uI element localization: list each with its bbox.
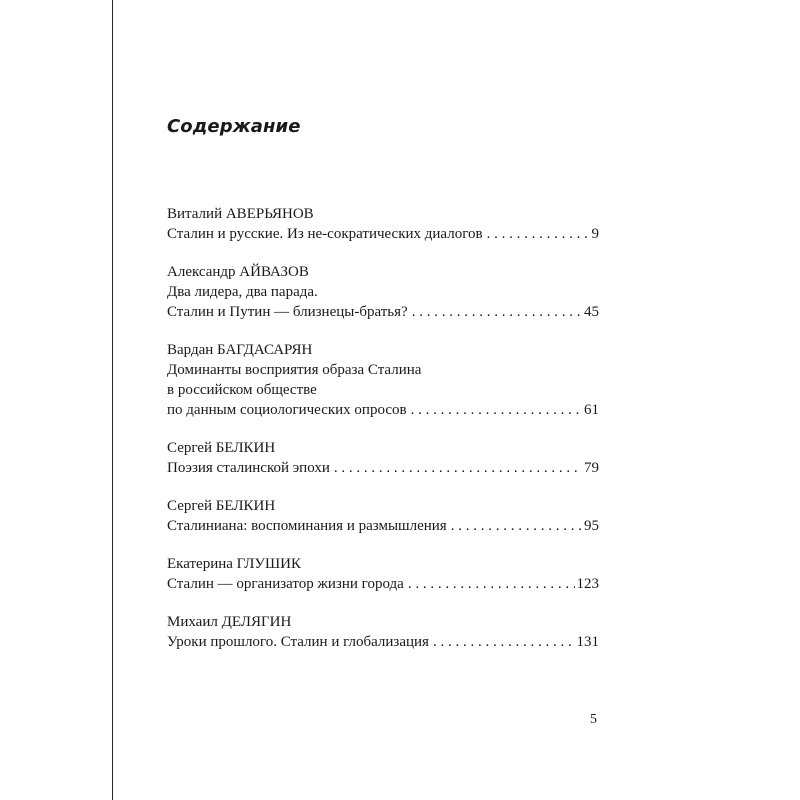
dot-leader: [451, 516, 582, 536]
toc-entry-title-line: Доминанты восприятия образа Сталина: [167, 362, 422, 378]
toc-entry-page-number: 45: [584, 304, 599, 320]
toc-entry-author: Екатерина ГЛУШИК: [167, 556, 301, 572]
toc-entry: [167, 438, 599, 478]
dot-leader: [433, 632, 575, 652]
toc-entry-title-row: [167, 400, 599, 420]
toc-entry-author: Александр АЙВАЗОВ: [167, 264, 309, 280]
toc-entry: [167, 204, 599, 244]
toc-entry-title-line: Сталин и русские. Из не-сократических диалогов: [167, 226, 483, 242]
toc-entry: [167, 554, 599, 594]
toc-entry-author: Сергей БЕЛКИН: [167, 440, 276, 456]
toc-heading: Содержание: [167, 116, 301, 137]
toc-entry-page-number: 9: [591, 226, 599, 242]
toc-entry-title-row: [167, 516, 599, 536]
toc-entry-author: Вардан БАГДАСАРЯН: [167, 342, 313, 358]
toc-entry-title-line: Сталиниана: воспоминания и размышления: [167, 518, 447, 534]
toc-entry-title-line: Уроки прошлого. Сталин и глобализация: [167, 634, 429, 650]
dot-leader: [334, 458, 582, 478]
spine-edge-line: [112, 0, 113, 800]
toc-entry-page-number: 95: [584, 518, 599, 534]
toc-entry: [167, 340, 599, 420]
toc-entry-title-row: [167, 224, 599, 244]
toc-entry-title-line: Поэзия сталинской эпохи: [167, 460, 330, 476]
toc-entry-title-row: [167, 302, 599, 322]
toc-entry-page-number: 123: [576, 576, 599, 592]
toc-entry-author: Сергей БЕЛКИН: [167, 498, 276, 514]
toc-entry-author: Виталий АВЕРЬЯНОВ: [167, 206, 314, 222]
toc-entry-page-number: 131: [576, 634, 599, 650]
dot-leader: [487, 224, 590, 244]
page-number: 5: [590, 712, 597, 727]
toc-entry-page-number: 79: [584, 460, 599, 476]
toc-entry-title-line: Сталин и Путин — близнецы-братья?: [167, 304, 408, 320]
dot-leader: [408, 574, 575, 594]
toc-entry-title-row: [167, 458, 599, 478]
toc-entry-title-row: [167, 574, 599, 594]
dot-leader: [411, 400, 582, 420]
toc-entry: [167, 262, 599, 322]
table-of-contents: [167, 204, 599, 670]
toc-entry-title-line: по данным социологических опросов: [167, 402, 407, 418]
toc-entry-author: Михаил ДЕЛЯГИН: [167, 614, 292, 630]
toc-entry-title-row: [167, 632, 599, 652]
toc-entry: [167, 496, 599, 536]
toc-entry: [167, 612, 599, 652]
toc-entry-title-line: в российском обществе: [167, 382, 317, 398]
toc-entry-title-line: Сталин — организатор жизни города: [167, 576, 404, 592]
dot-leader: [412, 302, 582, 322]
toc-entry-title-line: Два лидера, два парада.: [167, 284, 318, 300]
toc-entry-page-number: 61: [584, 402, 599, 418]
